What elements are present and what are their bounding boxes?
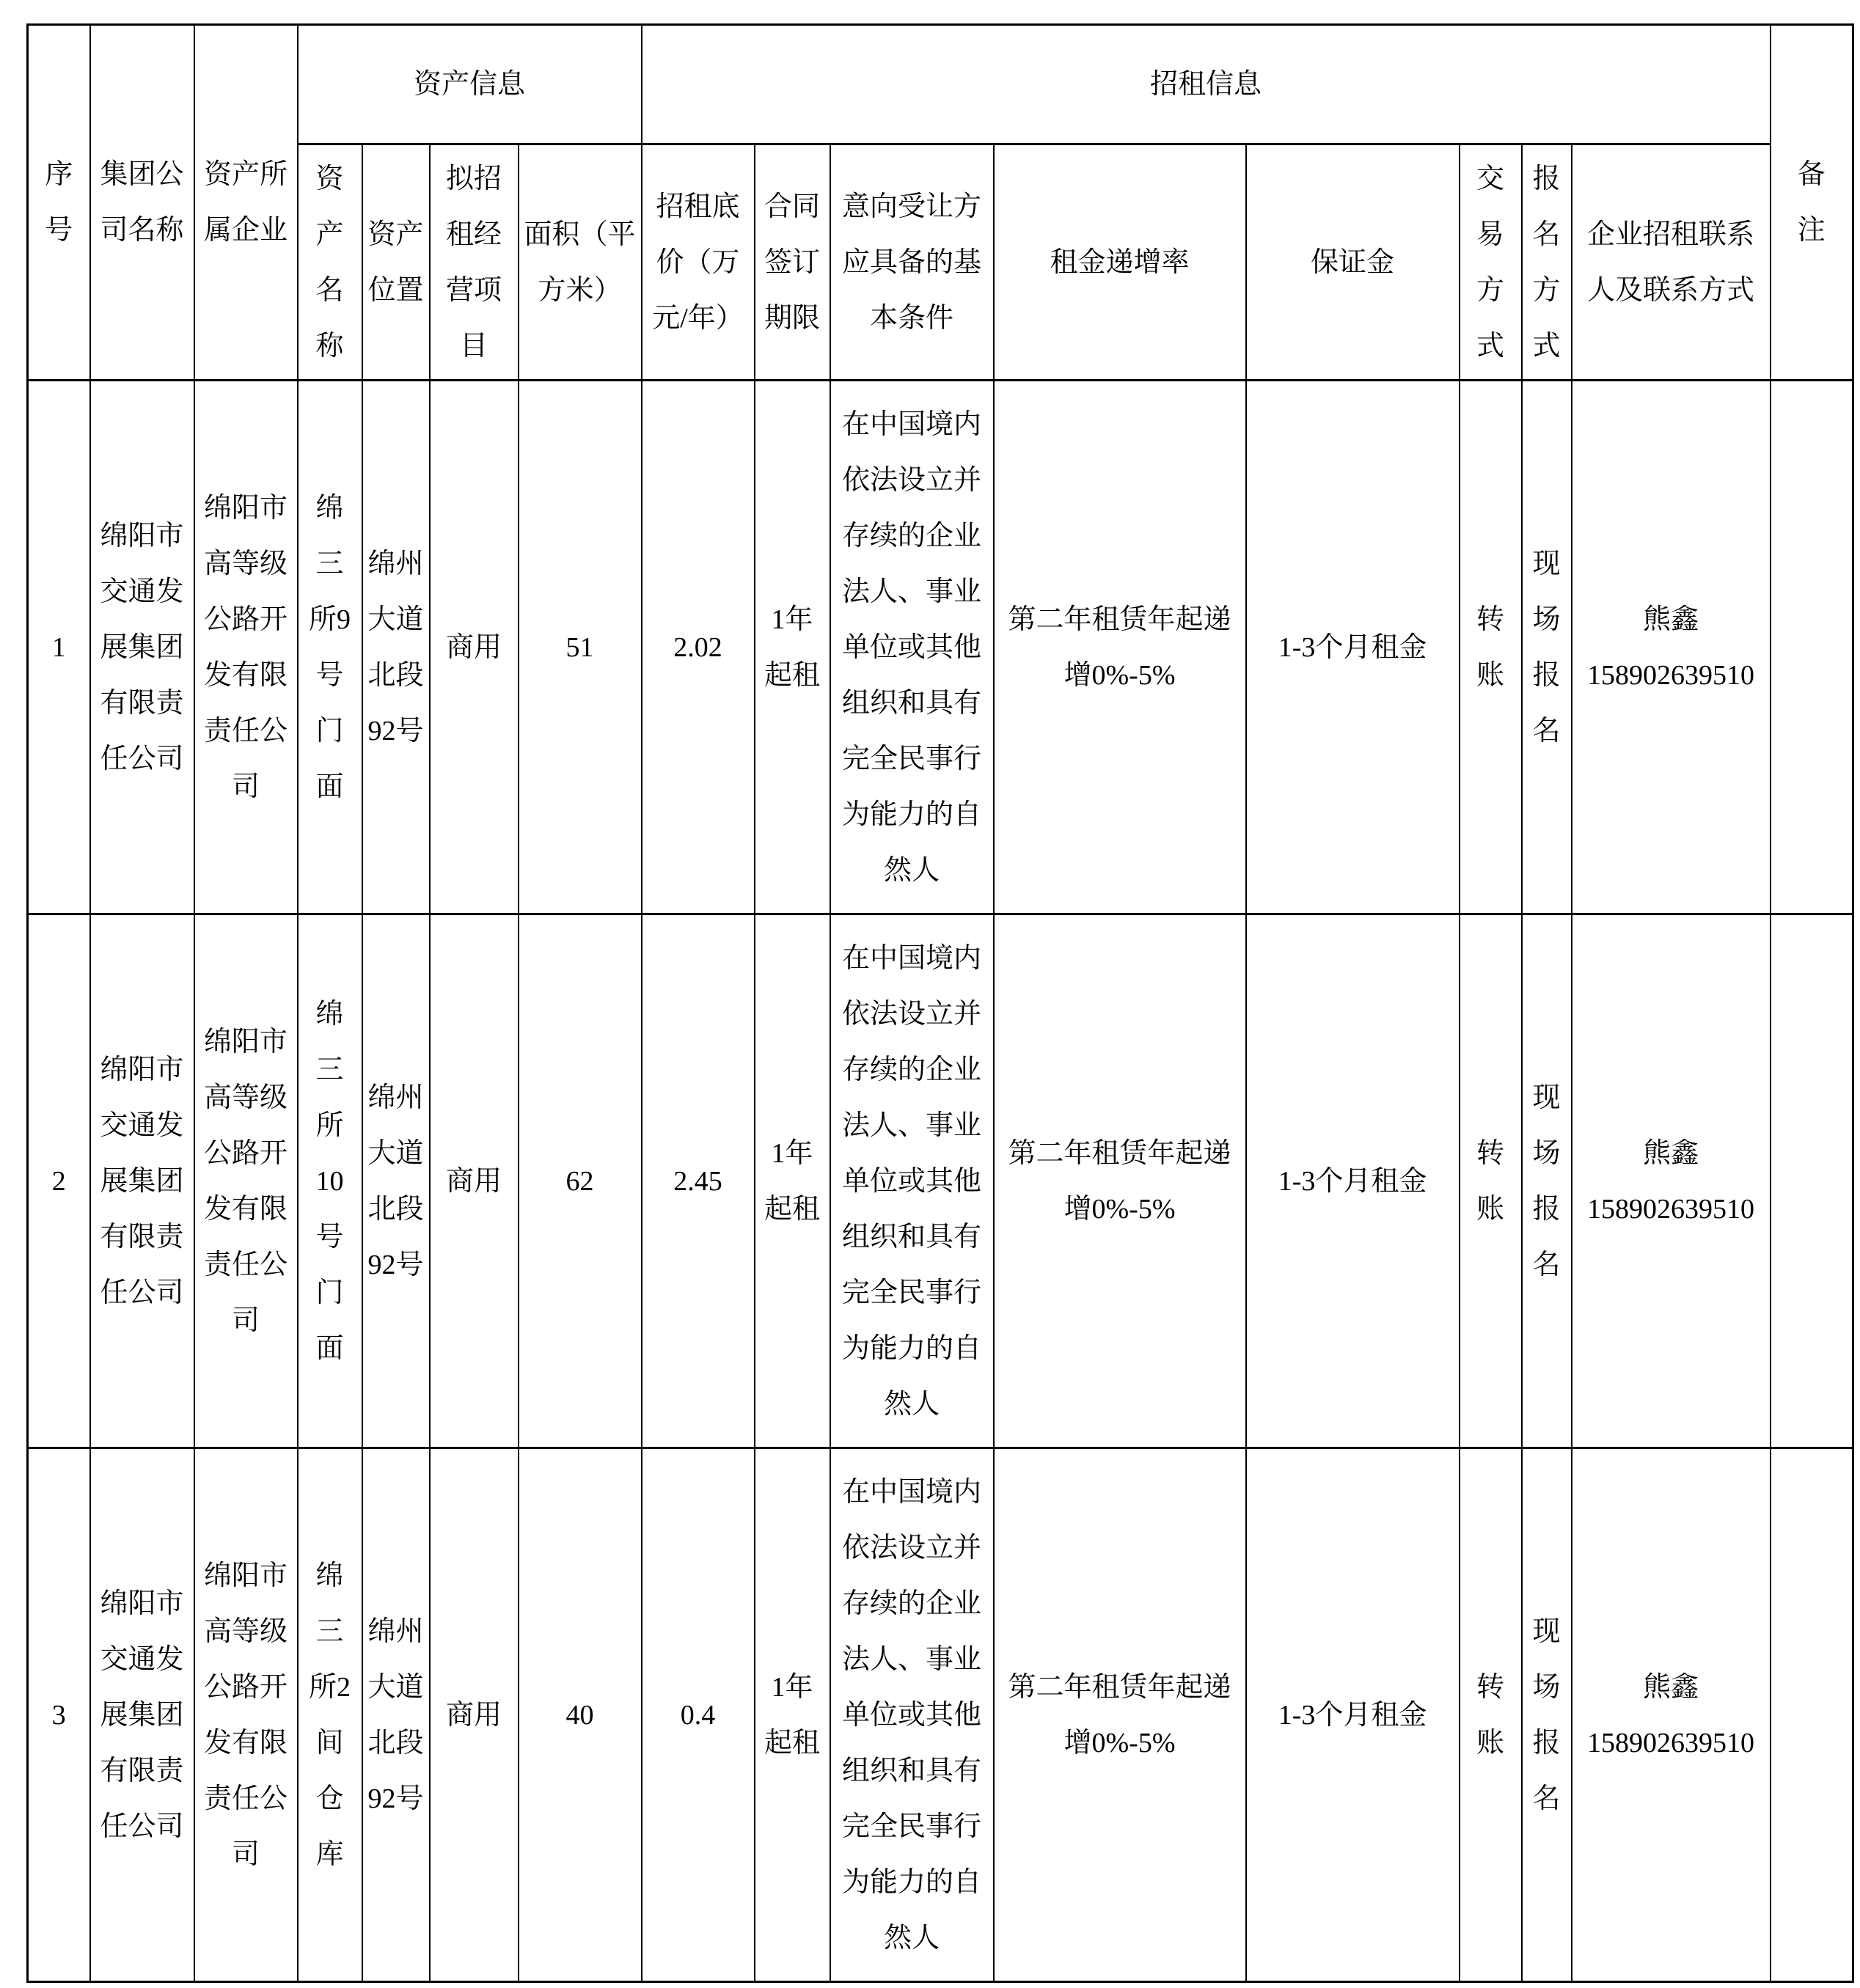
contact-phone: 158902639510: [1587, 1727, 1755, 1758]
cell-remark: [1771, 381, 1853, 914]
cell-area: 51: [519, 381, 642, 914]
cell-asset-location: 绵州大道北段92号: [362, 381, 430, 914]
header-registration-method: 报名方式: [1522, 144, 1572, 381]
table-header: [28, 25, 1853, 381]
cell-transferee-conditions: 在中国境内依法设立并存续的企业法人、事业单位或其他组织和具有完全民事行为能力的自然人: [830, 381, 994, 914]
contact-phone: 158902639510: [1587, 1193, 1755, 1225]
cell-seq: 2: [28, 914, 90, 1448]
cell-contact: [1572, 381, 1771, 914]
cell-registration-method: 现场报名: [1522, 1448, 1572, 1982]
cell-transferee-conditions: 在中国境内依法设立并存续的企业法人、事业单位或其他组织和具有完全民事行为能力的自然人: [830, 1448, 994, 1982]
cell-rent-increase-rate: 第二年租赁年起递增0%-5%: [994, 1448, 1246, 1982]
asset-leasing-table: [26, 23, 1854, 1983]
cell-remark: [1771, 914, 1853, 1448]
cell-asset-owner: 绵阳市高等级公路开发有限责任公司: [194, 381, 298, 914]
header-asset-owner: 资产所属企业: [194, 25, 298, 381]
header-sub-row: [28, 144, 1853, 381]
cell-base-price: 0.4: [642, 1448, 755, 1982]
header-transaction-method: 交易方式: [1460, 144, 1522, 381]
cell-area: 62: [519, 914, 642, 1448]
cell-base-price: 2.02: [642, 381, 755, 914]
cell-asset-name: 绵三所9号门面: [298, 381, 362, 914]
contact-name: 熊鑫: [1643, 604, 1699, 635]
header-asset-info-group: 资产信息: [298, 25, 642, 144]
cell-deposit: 1-3个月租金: [1246, 1448, 1460, 1982]
cell-contract-term: 1年起租: [755, 1448, 830, 1982]
cell-contact: [1572, 1448, 1771, 1982]
table-row-2: [28, 914, 1853, 1448]
cell-group-company: 绵阳市交通发展集团有限责任公司: [90, 381, 194, 914]
cell-rent-increase-rate: 第二年租赁年起递增0%-5%: [994, 914, 1246, 1448]
header-business-type: 拟招租经营项目: [430, 144, 519, 381]
header-group-company: 集团公司名称: [90, 25, 194, 381]
cell-base-price: 2.45: [642, 914, 755, 1448]
cell-business-type: 商用: [430, 1448, 519, 1982]
cell-rent-increase-rate: 第二年租赁年起递增0%-5%: [994, 381, 1246, 914]
cell-registration-method: 现场报名: [1522, 381, 1572, 914]
header-contact: 企业招租联系人及联系方式: [1572, 144, 1771, 381]
contact-name: 熊鑫: [1643, 1671, 1699, 1703]
cell-asset-owner: 绵阳市高等级公路开发有限责任公司: [194, 914, 298, 1448]
table-row-3: [28, 1448, 1853, 1982]
contact-phone: 158902639510: [1587, 659, 1755, 691]
cell-asset-location: 绵州大道北段92号: [362, 1448, 430, 1982]
cell-business-type: 商用: [430, 914, 519, 1448]
cell-seq: 3: [28, 1448, 90, 1982]
header-contract-term: 合同签订期限: [755, 144, 830, 381]
contact-name: 熊鑫: [1643, 1137, 1699, 1169]
header-lease-info-group: 招租信息: [642, 25, 1771, 144]
cell-remark: [1771, 1448, 1853, 1982]
cell-deposit: 1-3个月租金: [1246, 914, 1460, 1448]
header-seq-no: 序号: [28, 25, 90, 381]
cell-registration-method: 现场报名: [1522, 914, 1572, 1448]
cell-contact: [1572, 914, 1771, 1448]
table-body: [28, 381, 1853, 1982]
header-transferee-conditions: 意向受让方应具备的基本条件: [830, 144, 994, 381]
cell-asset-name: 绵三所2间仓库: [298, 1448, 362, 1982]
cell-asset-location: 绵州大道北段92号: [362, 914, 430, 1448]
cell-asset-name: 绵三所10号门面: [298, 914, 362, 1448]
cell-transaction-method: 转账: [1460, 914, 1522, 1448]
cell-seq: 1: [28, 381, 90, 914]
header-asset-name: 资产名称: [298, 144, 362, 381]
cell-asset-owner: 绵阳市高等级公路开发有限责任公司: [194, 1448, 298, 1982]
cell-transaction-method: 转账: [1460, 1448, 1522, 1982]
header-deposit: 保证金: [1246, 144, 1460, 381]
cell-group-company: 绵阳市交通发展集团有限责任公司: [90, 914, 194, 1448]
header-remark-label: 备注: [1797, 159, 1826, 246]
cell-group-company: 绵阳市交通发展集团有限责任公司: [90, 1448, 194, 1982]
cell-deposit: 1-3个月租金: [1246, 381, 1460, 914]
cell-area: 40: [519, 1448, 642, 1982]
header-base-price: 招租底价（万元/年）: [642, 144, 755, 381]
header-asset-location: 资产位置: [362, 144, 430, 381]
header-remark: [1771, 25, 1853, 381]
cell-business-type: 商用: [430, 381, 519, 914]
header-group-row: [28, 25, 1853, 144]
cell-contract-term: 1年起租: [755, 914, 830, 1448]
cell-contract-term: 1年起租: [755, 381, 830, 914]
header-rent-increase-rate: 租金递增率: [994, 144, 1246, 381]
cell-transferee-conditions: 在中国境内依法设立并存续的企业法人、事业单位或其他组织和具有完全民事行为能力的自然人: [830, 914, 994, 1448]
table-row-1: [28, 381, 1853, 914]
cell-transaction-method: 转账: [1460, 381, 1522, 914]
header-area: 面积（平方米）: [519, 144, 642, 381]
